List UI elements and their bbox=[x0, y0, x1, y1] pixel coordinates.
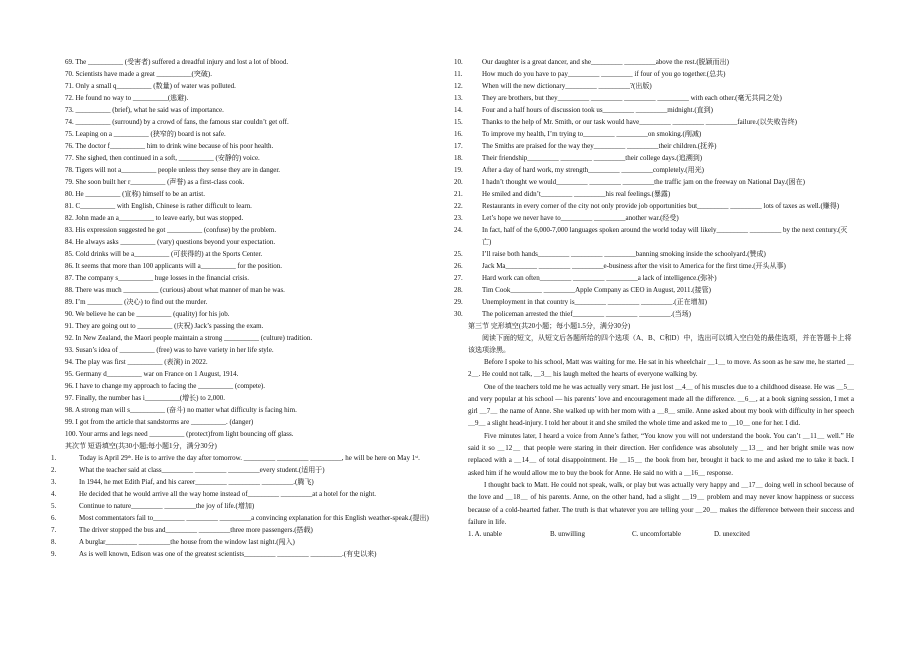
question-text: Today is April 29ᵗʰ. He is to arrive the day after tomorrow. _________ _________ _________, he will be here on May 1ˢᵗ. bbox=[79, 454, 420, 462]
question-number: 8. bbox=[51, 538, 57, 546]
question-text: As is well known, Edison was one of the greatest scientists_________ _________ _________.(有史以来) bbox=[79, 550, 377, 558]
question-line: 96. I have to change my approach to facing the __________ (compete). bbox=[65, 382, 266, 390]
question-text: The Smiths are praised for the way they_________ _________their children.(抚养) bbox=[482, 142, 717, 150]
question-text: Our daughter is a great dancer, and she_________ _________above the rest.(脱颖而出) bbox=[482, 58, 729, 66]
phrase-question bbox=[51, 548, 453, 560]
word-fill-list bbox=[65, 56, 453, 440]
question-line: 90. We believe he can be __________ (quality) for his job. bbox=[65, 310, 230, 318]
option: B. unwilling bbox=[550, 530, 586, 539]
question-text: After a day of hard work, my strength_________ _________completely.(用光) bbox=[482, 166, 704, 174]
phrase-question bbox=[454, 224, 854, 248]
question-number: 18. bbox=[454, 154, 463, 162]
phrase-question bbox=[51, 536, 453, 548]
phrase-question bbox=[454, 248, 854, 260]
question-text: He decided that he would arrive all the way home instead of_________ _________at a hotel for the night. bbox=[79, 490, 377, 498]
question-number: 11. bbox=[454, 70, 463, 78]
phrase-question bbox=[51, 500, 453, 512]
phrase-question bbox=[454, 200, 854, 212]
question-text: The policeman arrested the thief_________ _________ _________.(当场) bbox=[482, 310, 691, 318]
question-number: 15. bbox=[454, 118, 463, 126]
question-text: Restaurants in every corner of the city not only provide job opportunities but_________ _________ lots of taxes as well.(赚得) bbox=[482, 202, 840, 210]
question-text: They are brothers, but they_________ _________ _________ _________ with each other.(毫无共同之处) bbox=[482, 94, 782, 102]
question-text: Most commentators fail to_________ _________ _________a convincing explanation for this English weather-speak.(提出) bbox=[79, 514, 429, 522]
question-text: In 1944, he met Edith Piaf, and his career_________ _________ _________.(腾飞) bbox=[79, 478, 314, 486]
question-line: 84. He always asks __________ (vary) questions beyond your expectation. bbox=[65, 238, 276, 246]
question-text: What the teacher said at class_________ _________ _________every student.(适用于) bbox=[79, 466, 325, 474]
question-number: 19. bbox=[454, 166, 463, 174]
question-line: 69. The __________ (受害者) suffered a dreadful injury and lost a lot of blood. bbox=[65, 58, 289, 66]
question-line: 72. He found no way to __________(逃避). bbox=[65, 94, 189, 102]
question-text: When will the new dictionary_________ _________?(出版) bbox=[482, 82, 652, 90]
question-number: 9. bbox=[51, 550, 57, 558]
phrase-question bbox=[454, 152, 854, 164]
question-line: 94. The play was first __________ (表演) in 2022. bbox=[65, 358, 208, 366]
phrase-question bbox=[454, 164, 854, 176]
passage-paragraph: Five minutes later, I heard a voice from Anne’s father, “You know you will not understand the book. You can’t ＿11＿ well.” He said it so ＿12＿ that people were staring in their direction. Her confidence was absolutely ＿13＿ and her bright smile was now replaced with a ＿14＿ of total disappointment. He ＿15＿ the book from her, brought it back to me and asked me to take it back. I asked him if he would allow me to buy the book for Anne. He said no with a ＿16＿ response. bbox=[468, 431, 854, 477]
question-number: 14. bbox=[454, 106, 463, 114]
phrase-question bbox=[454, 296, 854, 308]
question-number: 17. bbox=[454, 142, 463, 150]
question-text: Unemployment in that country is_________ _________ _________.(正在增加) bbox=[482, 298, 707, 306]
question-line: 88. There was much __________ (curious) about what manner of man he was. bbox=[65, 286, 285, 294]
option: D. unexcited bbox=[714, 530, 750, 539]
question-line: 91. They are going out to __________ (庆祝) Jack’s passing the exam. bbox=[65, 322, 264, 330]
question-line: 77. She sighed, then continued in a soft, __________ (安静的) voice. bbox=[65, 154, 260, 162]
question-number: 7. bbox=[51, 526, 57, 534]
question-number: 1. bbox=[51, 454, 57, 462]
phrase-question bbox=[454, 176, 854, 188]
question-number: 25. bbox=[454, 250, 463, 258]
question-number: 22. bbox=[454, 202, 463, 210]
question-number: 16. bbox=[454, 130, 463, 138]
question-line: 87. The company s__________ huge losses in the financial crisis. bbox=[65, 274, 249, 282]
question-line: 80. He __________ (宣称) himself to be an artist. bbox=[65, 190, 205, 198]
question-line: 79. She soon built her r__________ (声誉) as a first-class cook. bbox=[65, 178, 245, 186]
question-line: 86. It seems that more than 100 applicants will a__________ for the position. bbox=[65, 262, 282, 270]
question-line: 89. I’m __________ (决心) to find out the murder. bbox=[65, 298, 208, 306]
question-line: 78. Tigers will not a__________ people unless they sense they are in danger. bbox=[65, 166, 281, 174]
option: 1. A. unable bbox=[468, 530, 502, 539]
section2-header: 其次节 短语填空(共30小题;每小题1分，满分30分) bbox=[65, 442, 217, 450]
question-number: 13. bbox=[454, 94, 463, 102]
question-line: 92. In New Zealand, the Maori people maintain a strong __________ (culture) tradition. bbox=[65, 334, 313, 342]
question-line: 85. Cold drinks will be a__________ (可获得的) at the Sports Center. bbox=[65, 250, 263, 258]
phrase-question bbox=[454, 128, 854, 140]
question-line: 99. I got from the article that sandstorms are __________. (danger) bbox=[65, 418, 254, 426]
question-line: 75. Leaping on a __________ (狭窄的) board is not safe. bbox=[65, 130, 226, 138]
left-column bbox=[51, 56, 453, 560]
question-number: 28. bbox=[454, 286, 463, 294]
passage-paragraph: One of the teachers told me he was actually very smart. He just lost ＿4＿ of his muscles due to a childhood disease. He was ＿5＿ and very popular at his school — his parents’ love and encouragement made all the difference. ＿6＿, at a book signing session, I met a girl ＿7＿ the name of Anne. She walked up with her mom with a ＿8＿ smile. Anne asked about my book with difficulty in her speech ＿9＿ a slight head-injury. I told her about it and she smiled the whole time and asked me to ＿10＿ one for her. I did. bbox=[468, 382, 854, 428]
phrase-question bbox=[51, 524, 453, 536]
section3-header: 第三节 完形填空(共20小题；每小题1.5分，满分30分) bbox=[468, 322, 631, 330]
question-line: 100. Your arms and legs need __________ (protect)from light bouncing off glass. bbox=[65, 430, 294, 438]
question-line: 97. Finally, the number has i__________(增长) to 2,000. bbox=[65, 394, 225, 402]
phrase-fill-list-right bbox=[454, 56, 854, 320]
question-line: 81. C__________ with English, Chinese is rather difficult to learn. bbox=[65, 202, 252, 210]
question-number: 29. bbox=[454, 298, 463, 306]
phrase-question bbox=[454, 188, 854, 200]
question-text: How much do you have to pay_________ _________ if four of you go together.(总共) bbox=[482, 70, 726, 78]
question-number: 12. bbox=[454, 82, 463, 90]
question-line: 82. John made an a__________ to leave early, but was stopped. bbox=[65, 214, 244, 222]
phrase-fill-list-left bbox=[51, 452, 453, 560]
phrase-question bbox=[454, 272, 854, 284]
question-line: 93. Susan’s idea of __________ (free) was to have variety in her life style. bbox=[65, 346, 274, 354]
question-number: 30. bbox=[454, 310, 463, 318]
phrase-question bbox=[51, 464, 453, 476]
question-text: Thanks to the help of Mr. Smith, or our task would have_________ _________ _________failure.(以失败告终) bbox=[482, 118, 797, 126]
question-number: 3. bbox=[51, 478, 57, 486]
section3-instruction: 阅读下面的短文，从短文后各题所给的四个选项（A、B、C和D）中，选出可以填入空白处的最佳选项，并在答题卡上将该选项涂黑。 bbox=[468, 334, 852, 354]
question-number: 6. bbox=[51, 514, 57, 522]
question-number: 5. bbox=[51, 502, 57, 510]
question-line: 74. __________ (surround) by a crowd of fans, the famous star couldn’t get off. bbox=[65, 118, 289, 126]
question-line: 76. The doctor f__________ him to drink wine because of his poor health. bbox=[65, 142, 274, 150]
question-text: He smiled and didn’t_________ _________his real feelings.(暴露) bbox=[482, 190, 671, 198]
question-text: A burglar_________ _________the house from the window last night.(闯入) bbox=[79, 538, 295, 546]
phrase-question bbox=[454, 92, 854, 104]
question-line: 71. Only a small q__________ (数量) of water was polluted. bbox=[65, 82, 236, 90]
question-text: Four and a half hours of discussion took us_________ _________midnight.(直到) bbox=[482, 106, 713, 114]
question-text: The driver stopped the bus and_________ _________three more passengers.(搭载) bbox=[79, 526, 313, 534]
question-line: 73. __________ (brief), what he said was of importance. bbox=[65, 106, 224, 114]
phrase-question bbox=[454, 104, 854, 116]
question-text: In fact, half of the 6,000-7,000 languages spoken around the world today will likely_________ _________ by the next century.(灭亡) bbox=[482, 226, 848, 246]
question-number: 24. bbox=[454, 226, 463, 234]
question-text: Continue to nature_________ _________the joy of life.(增加) bbox=[79, 502, 255, 510]
phrase-question bbox=[454, 56, 854, 68]
question-line: 70. Scientists have made a great __________(突破). bbox=[65, 70, 212, 78]
question-text: Let’s hope we never have to_________ _________another war.(经受) bbox=[482, 214, 679, 222]
question-line: 83. His expression suggested he got __________ (confuse) by the problem. bbox=[65, 226, 277, 234]
question-text: Hard work can often_________ _________ _________a lack of intelligence.(弥补) bbox=[482, 274, 717, 282]
cloze-passage bbox=[468, 356, 854, 528]
question-text: I’ll raise both hands_________ _________ _________banning smoking inside the schoolyard.(赞成) bbox=[482, 250, 766, 258]
question-text: Jack Ma_________ _________ _________e-business after the visit to America for the first time.(开头从事) bbox=[482, 262, 786, 270]
question-number: 23. bbox=[454, 214, 463, 222]
passage-paragraph: I thought back to Matt. He could not speak, walk, or play but was actually very happy and ＿17＿ doing well in school because of the love and ＿18＿ of his parents. Anne, on the other hand, had a slight ＿19＿ problem and may never know happiness or success because of a cold-hearted father. The truth is that whatever you are telling your ＿20＿ makes the difference between their success and failure in life. bbox=[468, 480, 854, 526]
phrase-question bbox=[454, 68, 854, 80]
question-line: 98. A strong man will s__________ (奋斗) no matter what difficulty is facing him. bbox=[65, 406, 297, 414]
question-text: Tim Cook_________ _________Apple Company as CEO in August, 2011.(接管) bbox=[482, 286, 711, 294]
question-number: 21. bbox=[454, 190, 463, 198]
phrase-question bbox=[51, 488, 453, 500]
question-line: 95. Germany d__________ war on France on 1 August, 1914. bbox=[65, 370, 239, 378]
option: C. uncomfortable bbox=[632, 530, 681, 539]
question-number: 27. bbox=[454, 274, 463, 282]
question-number: 26. bbox=[454, 262, 463, 270]
question-1-options bbox=[468, 528, 854, 540]
phrase-question bbox=[454, 80, 854, 92]
phrase-question bbox=[454, 212, 854, 224]
question-text: Their friendship_________ _________ _________their college days.(追溯到) bbox=[482, 154, 703, 162]
phrase-question bbox=[51, 452, 453, 464]
question-number: 20. bbox=[454, 178, 463, 186]
phrase-question bbox=[51, 476, 453, 488]
phrase-question bbox=[454, 284, 854, 296]
question-text: To improve my health, I’m trying to_________ _________on smoking.(削减) bbox=[482, 130, 702, 138]
question-text: I hadn’t thought we would_________ _________ _________the traffic jam on the freeway on National Day.(困在) bbox=[482, 178, 805, 186]
question-number: 10. bbox=[454, 58, 463, 66]
right-column bbox=[454, 56, 854, 540]
phrase-question bbox=[454, 140, 854, 152]
phrase-question bbox=[454, 308, 854, 320]
question-number: 4. bbox=[51, 490, 57, 498]
question-number: 2. bbox=[51, 466, 57, 474]
phrase-question bbox=[51, 512, 453, 524]
passage-paragraph: Before I spoke to his school, Matt was waiting for me. He sat in his wheelchair ＿1＿ to move. As soon as he saw me, he started ＿2＿. He could not talk, ＿3＿ his laugh melted the hearts of everyone walking by. bbox=[468, 358, 854, 379]
phrase-question bbox=[454, 260, 854, 272]
phrase-question bbox=[454, 116, 854, 128]
